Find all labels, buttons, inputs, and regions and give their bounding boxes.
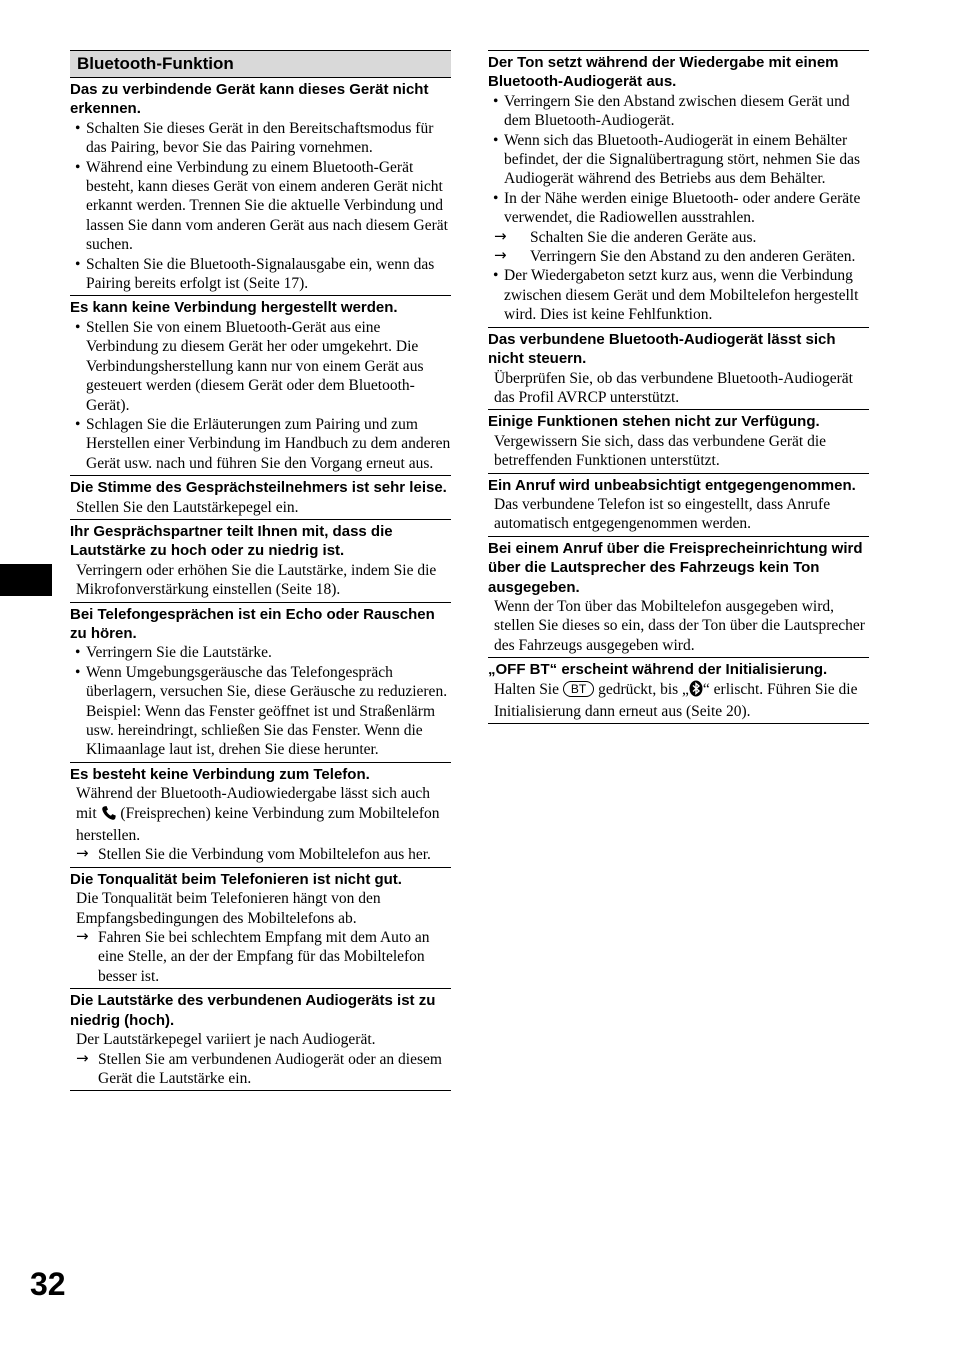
answer-bullet: • Wenn Umgebungsgeräusche das Telefongespräch überlagern, versuchen Sie, diese Geräusche zu reduzieren. (70, 663, 451, 702)
answer-bullet: • Der Wiedergabeton setzt kurz aus, wenn die Verbindung zwischen diesem Gerät und dem Mobiltelefon hergestellt wird. Dies ist keine Fehlfunktion. (488, 266, 869, 324)
chapter-tab (0, 564, 52, 596)
question: Die Stimme des Gesprächsteilnehmers ist sehr leise. (70, 479, 447, 497)
answer-arrow: → Stellen Sie am verbundenen Audiogerät oder an diesem Gerät die Lautstärke ein. (70, 1050, 451, 1089)
faq-entry (488, 328, 869, 411)
question: Es kann keine Verbindung hergestellt werden. (70, 299, 398, 317)
answer-bullet: • In der Nähe werden einige Bluetooth- oder andere Geräte verwendet, die Radiowellen ausstrahlen. (488, 189, 869, 228)
answer-text: Der Lautstärkepegel variiert je nach Audiogerät. (76, 1031, 376, 1049)
right-column (488, 50, 869, 724)
answer-text: Das verbundene Telefon ist so eingestellt, dass Anrufe automatisch entgegengenommen werden. (494, 495, 831, 533)
question: Bei einem Anruf über die Freisprecheinrichtung wird über die Lautsprecher des Fahrzeugs kein Ton ausgegeben. (488, 539, 863, 596)
answer-text-part: gedrückt, bis „ (598, 680, 689, 698)
answer-text-part: Halten Sie (494, 680, 559, 698)
answer-text: Überprüfen Sie, ob das verbundene Bluetooth-Audiogerät das Profil AVRCP unterstützt. (494, 369, 853, 406)
question: „OFF BT“ erscheint während der Initialisierung. (488, 661, 828, 679)
faq-entry (488, 410, 869, 473)
answer-text-part: Während der Bluetooth-Audiowiedergabe lässt sich auch mit (76, 785, 430, 822)
bt-button-glyph: BT (563, 681, 594, 697)
answer-text-part: (Freisprechen) keine Verbindung zum Mobiltelefon herstellen. (76, 804, 440, 845)
faq-entry (70, 603, 451, 763)
faq-entry (70, 520, 451, 603)
answer-bullet: • Schalten Sie die Bluetooth-Signalausgabe ein, wenn das Pairing bereits erfolgt ist (Seite 17). (70, 255, 451, 294)
faq-entry (488, 658, 869, 724)
answer-text: Die Tonqualität beim Telefonieren hängt von den Empfangsbedingungen des Mobiltelefons ab. (76, 890, 381, 927)
answer-sub-arrow: → Schalten Sie die anderen Geräte aus. (488, 228, 869, 247)
answer-arrow: → Fahren Sie bei schlechtem Empfang mit dem Auto an eine Stelle, an der der Empfang für das Mobiltelefon besser ist. (70, 928, 451, 986)
answer-bullet: • Schalten Sie dieses Gerät in den Bereitschaftsmodus für das Pairing, bevor Sie das Pairing vornehmen. (70, 119, 451, 158)
answer-bullet: • Schlagen Sie die Erläuterungen zum Pairing und zum Herstellen einer Verbindung im Handbuch zu dem anderen Gerät usw. nach und führen Sie den Vorgang erneut aus. (70, 415, 451, 473)
answer-bullet: • Während eine Verbindung zu einem Bluetooth-Gerät besteht, kann dieses Gerät von einem anderen Gerät nicht erkannt werden. Trennen Sie die aktuelle Verbindung und lassen Sie dann vom anderen Gerät aus nach diesem Gerät suchen. (70, 158, 451, 255)
question: Die Tonqualität beim Telefonieren ist nicht gut. (70, 870, 402, 888)
phone-icon (101, 805, 117, 826)
answer-bullet: • Wenn sich das Bluetooth-Audiogerät in einem Behälter befindet, der die Signalübertragung stört, nehmen Sie das Audiogerät während des Betriebs aus dem Behälter. (488, 131, 869, 189)
question: Ihr Gesprächspartner teilt Ihnen mit, dass die Lautstärke zu hoch oder zu niedrig ist. (70, 522, 393, 560)
answer-text: Vergewissern Sie sich, dass das verbundene Gerät die betreffenden Funktionen unterstützt. (494, 432, 827, 470)
question: Der Ton setzt während der Wiedergabe mit einem Bluetooth-Audiogerät aus. (488, 54, 839, 91)
answer-text: Stellen Sie den Lautstärkepegel ein. (76, 498, 299, 516)
question: Das zu verbindende Gerät kann dieses Gerät nicht erkennen. (70, 81, 429, 118)
faq-entry (70, 763, 451, 868)
answer-bullet: • Verringern Sie den Abstand zwischen diesem Gerät und dem Bluetooth-Audiogerät. (488, 92, 869, 131)
faq-entry (488, 50, 869, 328)
answer-text: Wenn der Ton über das Mobiltelefon ausgegeben wird, stellen Sie dieses so ein, dass der Ton über die Lautsprecher des Fahrzeugs ausgegeben wird. (494, 597, 865, 654)
bluetooth-icon (689, 680, 703, 702)
question: Einige Funktionen stehen nicht zur Verfügung. (488, 413, 820, 431)
answer-bullet: • Verringern Sie die Lautstärke. (70, 643, 451, 662)
question: Die Lautstärke des verbundenen Audiogeräts ist zu niedrig (hoch). (70, 992, 436, 1029)
faq-entry (70, 78, 451, 296)
page-number: 32 (30, 1266, 66, 1302)
faq-entry (70, 296, 451, 476)
question: Bei Telefongesprächen ist ein Echo oder Rauschen zu hören. (70, 605, 435, 642)
question: Es besteht keine Verbindung zum Telefon. (70, 765, 370, 783)
answer-example: Beispiel: Wenn das Fenster geöffnet ist und Straßenlärm usw. hereindringt, schließen Sie das Fenster. Wenn die Klimaanlage laut ist, drehen Sie diese herunter. (86, 702, 436, 759)
faq-entry (70, 476, 451, 520)
faq-entry (488, 474, 869, 537)
section-title: Bluetooth-Funktion (70, 50, 451, 78)
answer-arrow: → Stellen Sie die Verbindung vom Mobiltelefon aus her. (70, 845, 451, 864)
answer-sub-arrow: → Verringern Sie den Abstand zu den anderen Geräten. (488, 247, 869, 266)
answer-text: Verringern oder erhöhen Sie die Lautstärke, indem Sie die Mikrofonverstärkung einstellen (Seite 18). (76, 561, 437, 599)
answer-text (488, 680, 869, 722)
answer-bullet: • Stellen Sie von einem Bluetooth-Gerät aus eine Verbindung zu diesem Gerät her oder umgekehrt. Die Verbindungsherstellung kann nur von einem Gerät aus gesteuert werden (diesem Gerät oder dem Bluetooth-Gerät). (70, 318, 451, 415)
left-column (70, 50, 451, 1091)
question: Ein Anruf wird unbeabsichtigt entgegengenommen. (488, 476, 856, 494)
faq-entry (70, 989, 451, 1091)
answer-text-part: “ erlischt. Führen Sie die Initialisierung dann erneut aus (Seite 20). (494, 680, 858, 720)
answer-text (70, 784, 451, 845)
faq-entry (488, 537, 869, 658)
faq-entry (70, 868, 451, 989)
question: Das verbundene Bluetooth-Audiogerät lässt sich nicht steuern. (488, 330, 836, 368)
